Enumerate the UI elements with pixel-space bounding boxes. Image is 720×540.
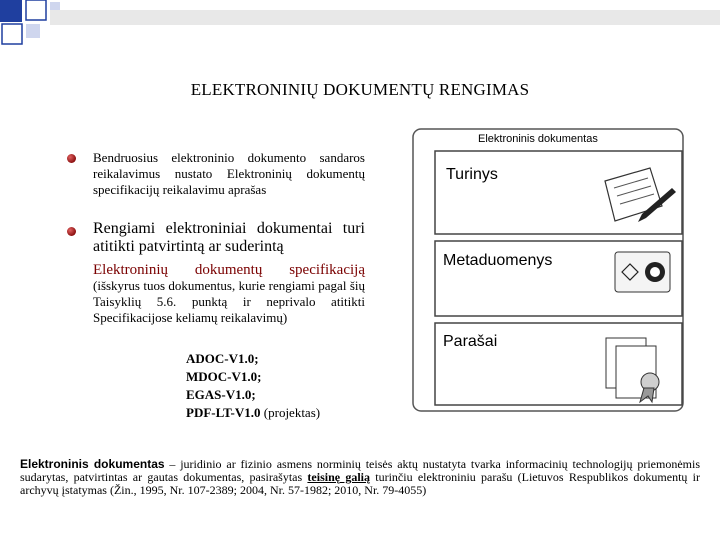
bullet-1-text: Bendruosius elektroninio dokumento sandaros reikalavimus nustato Elektroninių dokumentų specifikacijų reikalavimu aprašas (93, 150, 365, 197)
figure-title: Elektroninis dokumentas (478, 133, 598, 145)
page-title: ELEKTRONINIŲ DOKUMENTŲ RENGIMAS (190, 80, 530, 99)
electronic-document-figure (410, 126, 684, 412)
section-label-metaduomenys: Metaduomenys (443, 252, 553, 269)
section-label-parasai: Parašai (443, 333, 498, 350)
corner-decoration (0, 0, 720, 60)
emphasized-phrase: teisinę galią (307, 470, 370, 484)
bullet-marker (67, 227, 76, 236)
spec-item: ADOC-V1.0; (186, 351, 259, 366)
specification-lead: Elektroninių dokumentų specifikaciją (93, 262, 365, 278)
definition-footer (20, 458, 700, 497)
spec-item: MDOC-V1.0; (186, 369, 262, 384)
specification-list (186, 350, 320, 422)
bullet-marker (67, 154, 76, 163)
bullet-2-text: Rengiami elektroniniai dokumentai turi atitikti patvirtintą ar suderintą (93, 220, 365, 255)
definition-text-cont: turinčiu elektroniniu parašu (Lietuvos Respublikos dokumentų ir archyvų įstatymas (Žin., 1995, Nr. 107-2389; 2004, Nr. 57-1982; 2010, Nr. 79-4055) (20, 470, 701, 497)
bullet-2-detail (93, 262, 365, 326)
defined-term: Elektroninis dokumentas (20, 457, 165, 471)
metadata-symbols-icon (615, 252, 670, 292)
definition-text: – juridinio ar fizinio asmens norminių teisės aktų nustatyta tvarka informacinių technologijų priemonėmis sudarytas, patvirtintas ar gautas dokumentas, pasirašytas (20, 457, 700, 484)
section-label-turinys: Turinys (446, 166, 498, 183)
specification-exception: (išskyrus tuos dokumentus, kurie rengiami pagal šių Taisyklių 5.6. punktą ir neprivalo atitikti Specifikacijose keliamų reikalavimų) (93, 278, 365, 325)
spec-item: PDF-LT-V1.0 (projektas) (186, 405, 321, 420)
spec-item: EGAS-V1.0; (186, 387, 256, 402)
